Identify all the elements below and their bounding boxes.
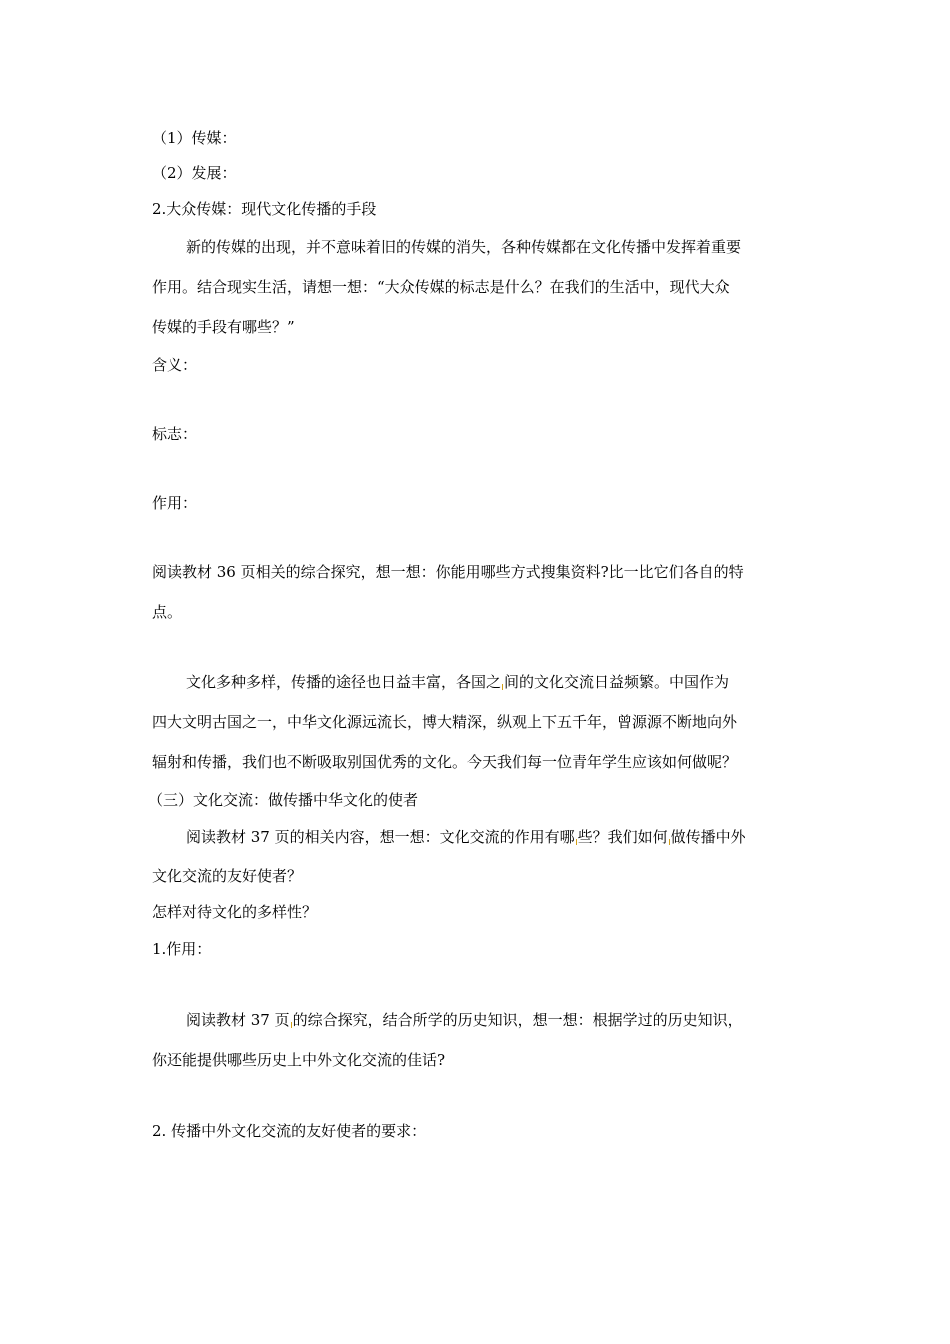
paragraph-line — [186, 672, 729, 692]
paragraph-line: 新的传媒的出现，并不意味着旧的传媒的消失，各种传媒都在文化传播中发挥着重要 — [186, 238, 742, 256]
paragraph-line: 文化交流的友好使者？ — [152, 867, 303, 885]
text-segment: 做传播中外 — [670, 828, 746, 846]
edit-mark — [669, 839, 670, 845]
paragraph-line: 你还能提供哪些历史上中外文化交流的佳话? — [152, 1051, 446, 1069]
paragraph-line: 传媒的手段有哪些？” — [152, 318, 295, 336]
paragraph-line: 四大文明古国之一，中华文化源远流长，博大精深，纵观上下五千年，曾源源不断地向外 — [152, 713, 738, 731]
paragraph-line: 辐射和传播，我们也不断吸取别国优秀的文化。今天我们每一位青年学生应该如何做呢？ — [152, 753, 738, 771]
paragraph-line: 阅读教材 36 页相关的综合探究，想一想：你能用哪些方式搜集资料?比一比它们各自的特 — [152, 563, 744, 581]
field-label-sign: 标志： — [152, 425, 198, 443]
list-item-media: （1）传媒： — [152, 129, 237, 147]
text-segment: 阅读教材 37 页的相关内容，想一想：文化交流的作用有哪 — [186, 828, 575, 846]
edit-mark — [291, 1022, 292, 1028]
text-segment: 阅读教材 37 页 — [186, 1011, 290, 1029]
field-label-requirements: 2. 传播中外文化交流的友好使者的要求： — [152, 1122, 427, 1140]
section-heading-cultural-exchange: （三）文化交流：做传播中华文化的使者 — [148, 791, 419, 809]
field-label-function: 作用： — [152, 494, 198, 512]
section-heading-mass-media: 2.大众传媒：现代文化传播的手段 — [152, 200, 377, 218]
paragraph-line — [186, 827, 746, 847]
text-segment: 文化多种多样，传播的途径也日益丰富，各国之 — [186, 673, 502, 691]
field-label-role: 1.作用： — [152, 940, 212, 958]
edit-mark — [576, 839, 577, 845]
field-label-meaning: 含义： — [152, 356, 198, 374]
text-segment: 的综合探究，结合所学的历史知识，想一想：根据学过的历史知识， — [292, 1011, 743, 1029]
text-segment: 些？我们如何 — [577, 828, 668, 846]
edit-mark — [502, 684, 503, 690]
list-item-development: （2）发展： — [152, 164, 237, 182]
paragraph-line — [186, 1010, 743, 1030]
question-line: 怎样对待文化的多样性？ — [152, 903, 318, 921]
paragraph-line: 作用。结合现实生活，请想一想：“大众传媒的标志是什么？在我们的生活中，现代大众 — [152, 278, 730, 296]
text-segment: 间的文化交流日益频繁。中国作为 — [504, 673, 730, 691]
paragraph-line: 点。 — [152, 603, 183, 621]
